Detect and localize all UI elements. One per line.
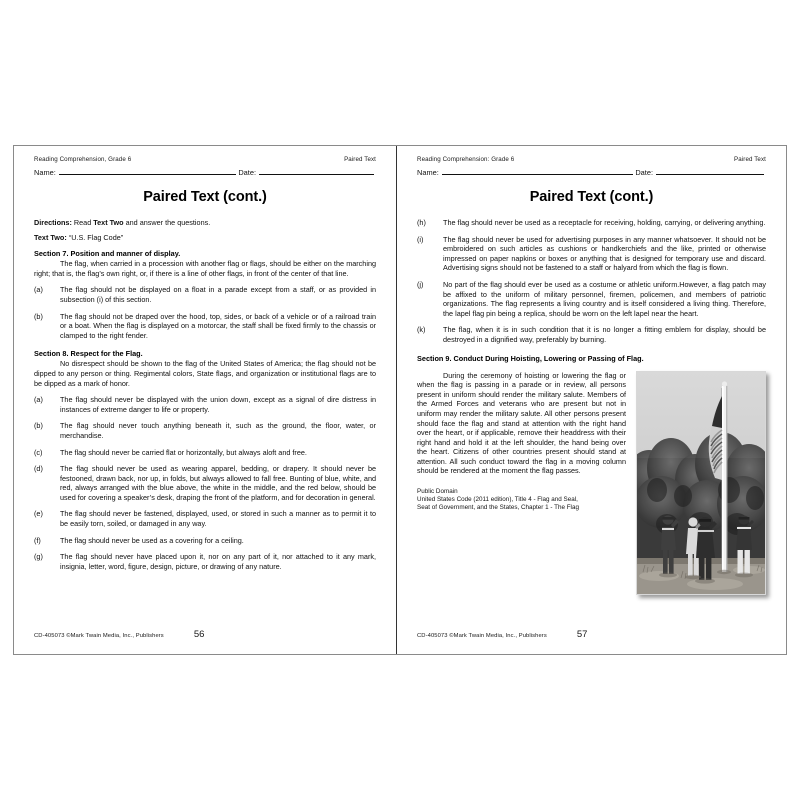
list-item: [34, 509, 376, 528]
directions: [34, 218, 376, 228]
photo-holder: [636, 371, 766, 595]
running-head-right: [417, 156, 766, 163]
name-label: Name:: [34, 168, 56, 177]
list-item-marker: (i): [417, 234, 424, 244]
source-credit-line-3: Seat of Government, and the States, Chapter 1 - The Flag: [417, 504, 579, 512]
list-item: [34, 464, 376, 502]
footer-right: [417, 629, 587, 640]
section-9-body: [417, 371, 766, 595]
date-input-line[interactable]: [259, 167, 374, 175]
page-left: [14, 146, 397, 654]
section-8: [34, 349, 376, 571]
page-number: 56: [193, 629, 205, 640]
running-head-series: Reading Comprehension: Grade 6: [417, 156, 515, 163]
name-input-line[interactable]: [59, 167, 237, 175]
section-7: [34, 249, 376, 340]
section-9-heading: Section 9. Conduct During Hoisting, Lowering or Passing of Flag.: [417, 353, 644, 363]
list-item-marker: (f): [34, 535, 41, 545]
list-item-marker: (b): [34, 421, 43, 431]
worksheet-spread: [13, 145, 787, 655]
name-label: Name:: [417, 168, 439, 177]
flag-ceremony-illustration: [637, 372, 765, 594]
list-item-marker: (e): [34, 509, 43, 519]
list-item-text: The flag should not be draped over the hood, top, sides, or back of a vehicle or of a railroad train or a boat. When the flag is displayed on a motorcar, the staff shall be fixed firmly to the chassis or clamped to the right fender.: [60, 311, 377, 340]
list-item-marker: (a): [34, 285, 43, 295]
list-item: [34, 536, 376, 546]
list-item-marker: (h): [417, 218, 426, 227]
directions-text-before: Read: [71, 218, 94, 227]
list-item: [417, 280, 766, 318]
source-credit-line-1: Public Domain: [417, 488, 458, 496]
list-item-text: The flag should never be used as a receptacle for receiving, holding, carrying, or delivering anything.: [443, 218, 766, 227]
list-item-text: The flag should never be displayed with the union down, except as a signal of dire distress in instances of extreme danger to life or property.: [60, 395, 377, 414]
section-8-lead: No disrespect should be shown to the flag of the United States of America; the flag should not be dipped to any person or thing. Regimental colors, State flags, and organization or institutional flags are to be dipped as a mark of honor.: [34, 359, 377, 388]
list-item-text: The flag, when it is in such condition that it is no longer a fitting emblem for display, should be destroyed in a dignified way, preferably by burning.: [443, 325, 766, 344]
list-item: [34, 312, 376, 341]
running-head-series: Reading Comprehension, Grade 6: [34, 156, 132, 163]
list-item-marker: (j): [417, 279, 424, 289]
list-item-marker: (k): [417, 325, 426, 335]
list-item-text: The flag should never be fastened, displayed, used, or stored in such a manner as to permit it to be easily torn, soiled, or damaged in any way.: [60, 509, 377, 529]
name-date-row-right: [417, 167, 766, 177]
footer-left: [34, 629, 204, 640]
list-item-marker: (a): [34, 395, 43, 405]
list-item-text: The flag should never touch anything beneath it, such as the ground, the floor, water, or merchandise.: [60, 421, 377, 440]
date-label: Date:: [238, 168, 257, 177]
list-item-text: No part of the flag should ever be used as a costume or athletic uniform.However, a flag patch may be affixed to the uniform of military personnel, firemen, policemen, and members of patriotic organizations. The flag represents a living country and is itself considered a living thing. Therefore, the lapel flag pin being a replica, should be worn on the left lapel near the heart.: [443, 279, 766, 318]
list-item-text: The flag should never be used as a covering for a ceiling.: [60, 535, 244, 545]
section-8-heading: Section 8. Respect for the Flag.: [34, 349, 143, 359]
section-9-lead: During the ceremony of hoisting or lowering the flag or when the flag is passing in a parade or in review, all persons present in uniform should render the military salute. Members of the Armed Forces and veterans who are present but not in uniform may render the military salute. All other persons present should face the flag and stand at attention with the right hand over the heart, or if applicable, remove their headdress with their right hand and hold it at the left shoulder, the hand being over the heart. Citizens of other countries present should stand at attention. All such conduct toward the flag in a moving column should be rendered at the moment the flag passes.: [417, 370, 626, 476]
page-number: 57: [576, 629, 588, 640]
text-two-label: Text Two:: [34, 232, 67, 242]
date-label: Date:: [635, 168, 653, 177]
directions-label: Directions:: [34, 218, 72, 227]
list-item: [417, 325, 766, 344]
page-title: Paired Text (cont.): [143, 189, 267, 205]
list-item-text: The flag should never be used for advertising purposes in any manner whatsoever. It should not be embroidered on such articles as cushions or handkerchiefs and the like, printed or otherwise impressed on paper napkins or boxes or anything that is designed for temporary use and discard. Advertising signs should not be fastened to a staff or halyard from which the flag is flown.: [443, 234, 766, 273]
list-item-text: The flag should never be carried flat or horizontally, but always aloft and free.: [60, 447, 307, 457]
list-item: [34, 552, 376, 571]
list-item-marker: (b): [34, 311, 43, 321]
list-item: [34, 285, 376, 304]
list-item-text: The flag should never have placed upon it, nor on any part of it, nor attached to it any mark, insignia, letter, word, figure, design, picture, or drawing of any nature.: [60, 552, 377, 571]
section-9-text-column: [417, 371, 626, 595]
flag-ceremony-photo: [636, 371, 766, 595]
running-head-left: [34, 156, 376, 163]
directions-bold-mid: Text Two: [93, 218, 124, 227]
page-title: Paired Text (cont.): [529, 189, 654, 205]
page-right: [397, 146, 786, 654]
publisher-imprint: CD-405073 ©Mark Twain Media, Inc., Publishers: [417, 633, 547, 639]
list-item-marker: (d): [34, 464, 43, 474]
text-two-value: “U.S. Flag Code”: [66, 232, 124, 242]
name-date-row-left: [34, 167, 376, 177]
text-two-line: [34, 233, 376, 243]
source-credit-line-2: United States Code (2011 edition), Title 4 - Flag and Seal,: [417, 496, 578, 504]
running-head-unit: Paired Text: [344, 156, 377, 163]
date-input-line[interactable]: [656, 167, 764, 175]
directions-text-after: and answer the questions.: [123, 218, 211, 227]
list-item: [417, 235, 766, 273]
section-7-heading: Section 7. Position and manner of display.: [34, 249, 181, 259]
source-credit: [417, 488, 626, 512]
publisher-imprint: CD-405073 ©Mark Twain Media, Inc., Publishers: [34, 633, 164, 639]
list-item-marker: (c): [34, 447, 43, 457]
list-item: [417, 218, 766, 228]
name-input-line[interactable]: [442, 167, 634, 175]
list-item: [34, 421, 376, 440]
list-item-text: The flag should never be used as wearing apparel, bedding, or drapery. It should never be festooned, drawn back, nor up, in folds, but always allowed to fall free. Bunting of blue, white, and red, always arranged with the blue above, the white in the middle, and the red below, should be used for covering a speaker’s desk, draping the front of the platform, and for decoration in general.: [60, 464, 377, 502]
list-item-marker: (g): [34, 552, 43, 562]
running-head-unit: Paired Text: [734, 156, 766, 163]
section-7-lead: The flag, when carried in a procession with another flag or flags, should be either on the marching right; that is, the flag’s own right, or, if there is a line of other flags, in front of the center of that line.: [34, 259, 377, 278]
list-item: [34, 395, 376, 414]
list-item-text: The flag should not be displayed on a float in a parade except from a staff, or as provided in subsection (i) of this section.: [60, 285, 377, 304]
list-item: [34, 448, 376, 458]
